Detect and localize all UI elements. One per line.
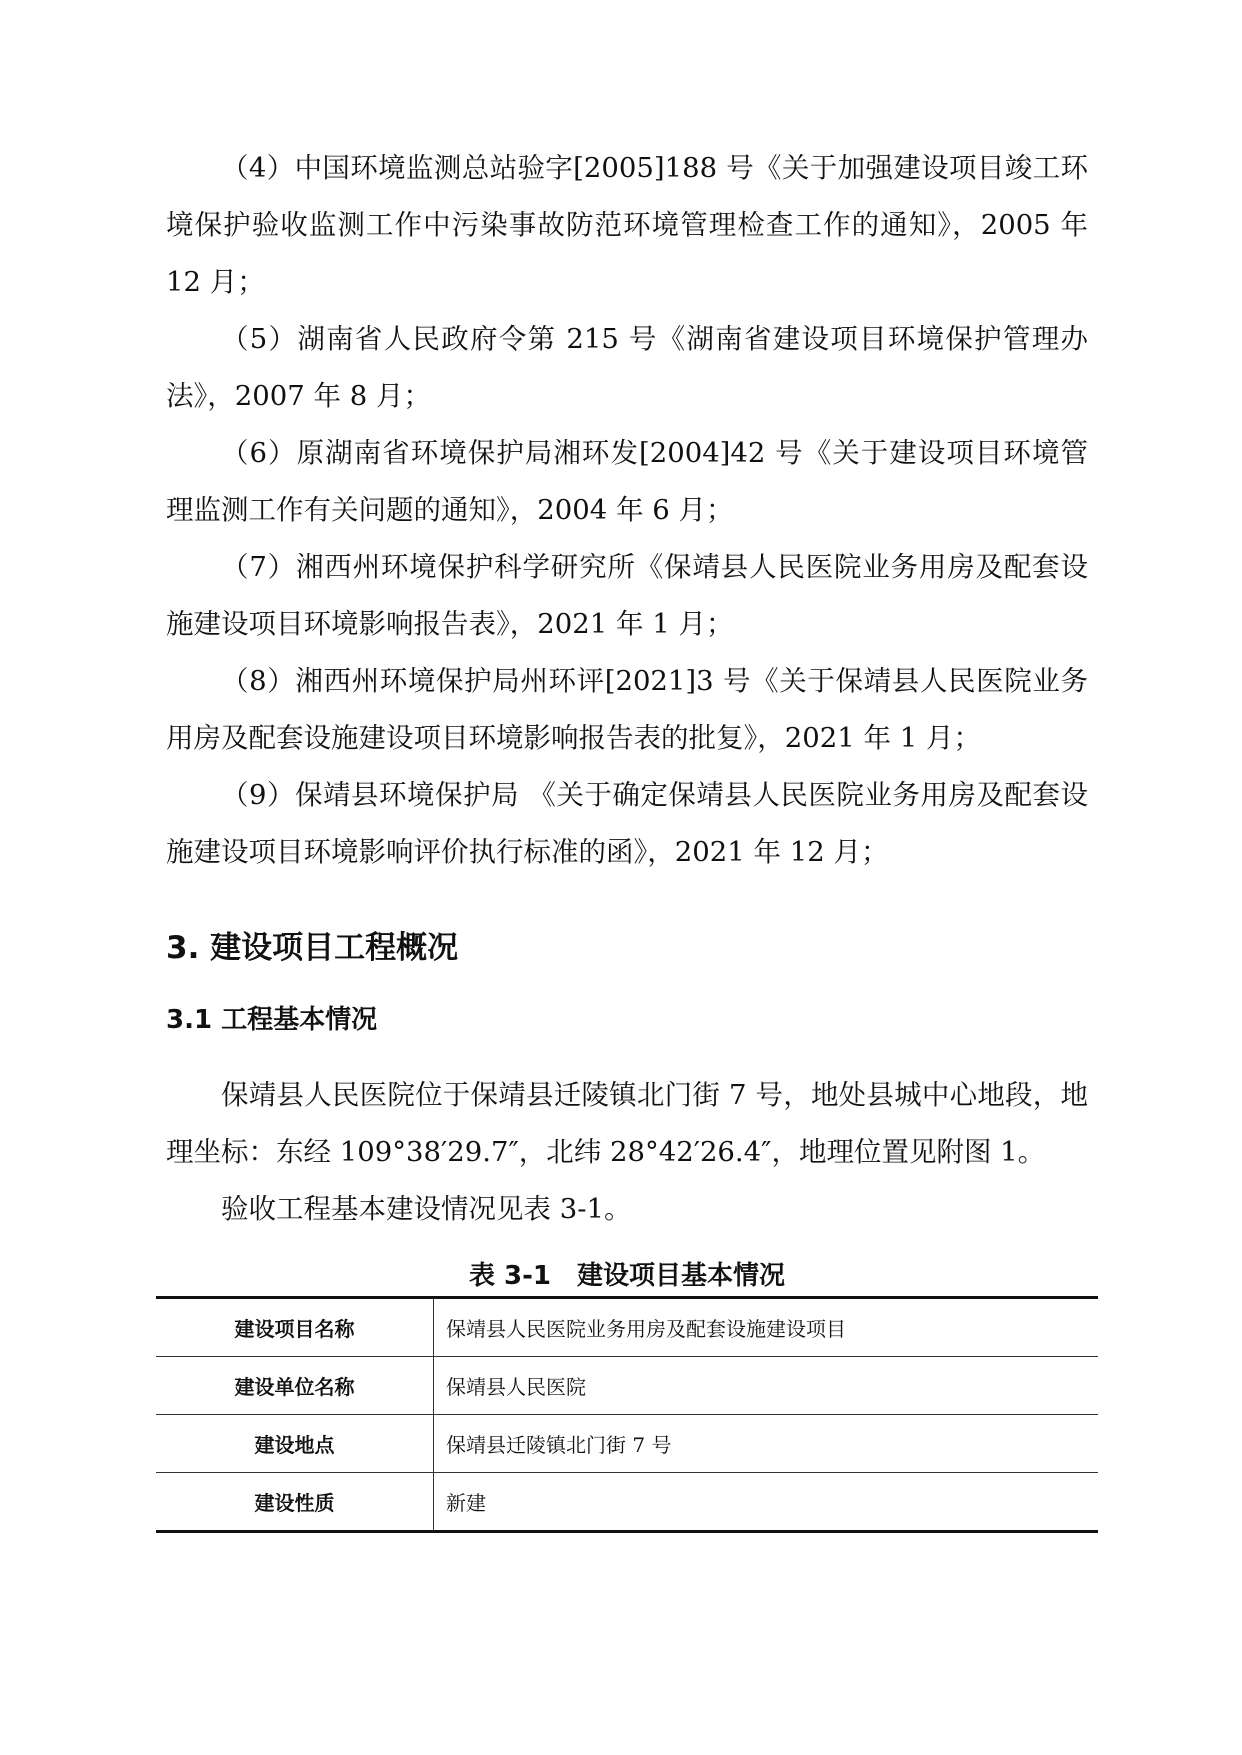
row-value: 新建 (446, 1491, 486, 1515)
table-reference-paragraph: 验收工程基本建设情况见表 3-1。 (221, 1193, 632, 1225)
section-heading: 3. 建设项目工程概况 (166, 930, 459, 966)
table-caption-number: 表 3-1 (468, 1261, 551, 1291)
table-caption-title: 建设项目基本情况 (577, 1261, 786, 1291)
row-key: 建设项目名称 (156, 1298, 434, 1357)
section-body (166, 1067, 1088, 1238)
reference-item-5: （5）湖南省人民政府令第 215 号《湖南省建设项目环境保护管理办法》，2007 年 8 月； (166, 323, 1088, 412)
reference-item-6: （6）原湖南省环境保护局湘环发[2004]42 号《关于建设项目环境管理监测工作有关问题的通知》，2004 年 6 月； (166, 437, 1088, 526)
table-row (156, 1298, 1098, 1357)
table-row (156, 1473, 1098, 1532)
row-key: 建设单位名称 (156, 1357, 434, 1415)
reference-item-8: （8）湘西州环境保护局州环评[2021]3 号《关于保靖县人民医院业务用房及配套设施建设项目环境影响报告表的批复》，2021 年 1 月； (166, 665, 1088, 754)
row-key: 建设性质 (156, 1473, 434, 1532)
table-row (156, 1415, 1098, 1473)
row-value: 保靖县人民医院业务用房及配套设施建设项目 (434, 1298, 1099, 1357)
document-page (166, 140, 1088, 1533)
row-value: 保靖县迁陵镇北门街 7 号 (434, 1415, 1099, 1473)
row-key: 建设地点 (156, 1415, 434, 1473)
row-value: 保靖县人民医院 (434, 1357, 1099, 1415)
project-info-table (156, 1296, 1098, 1533)
table-row (156, 1357, 1098, 1415)
reference-item-9: （9）保靖县环境保护局 《关于确定保靖县人民医院业务用房及配套设施建设项目环境影响评价执行标准的函》，2021 年 12 月； (166, 779, 1088, 868)
location-paragraph: 保靖县人民医院位于保靖县迁陵镇北门街 7 号，地处县城中心地段，地理坐标：东经 109°38′29.7″，北纬 28°42′26.4″，地理位置见附图 1。 (166, 1079, 1088, 1168)
table-caption (166, 1256, 1088, 1296)
reference-item-7: （7）湘西州环境保护科学研究所《保靖县人民医院业务用房及配套设施建设项目环境影响报告表》，2021 年 1 月； (166, 551, 1088, 640)
subsection-heading: 3.1 工程基本情况 (166, 1005, 378, 1035)
reference-item-4: （4）中国环境监测总站验字[2005]188 号《关于加强建设项目竣工环境保护验收监测工作中污染事故防范环境管理检查工作的通知》，2005 年 12 月； (166, 152, 1088, 298)
reference-list (166, 140, 1088, 881)
